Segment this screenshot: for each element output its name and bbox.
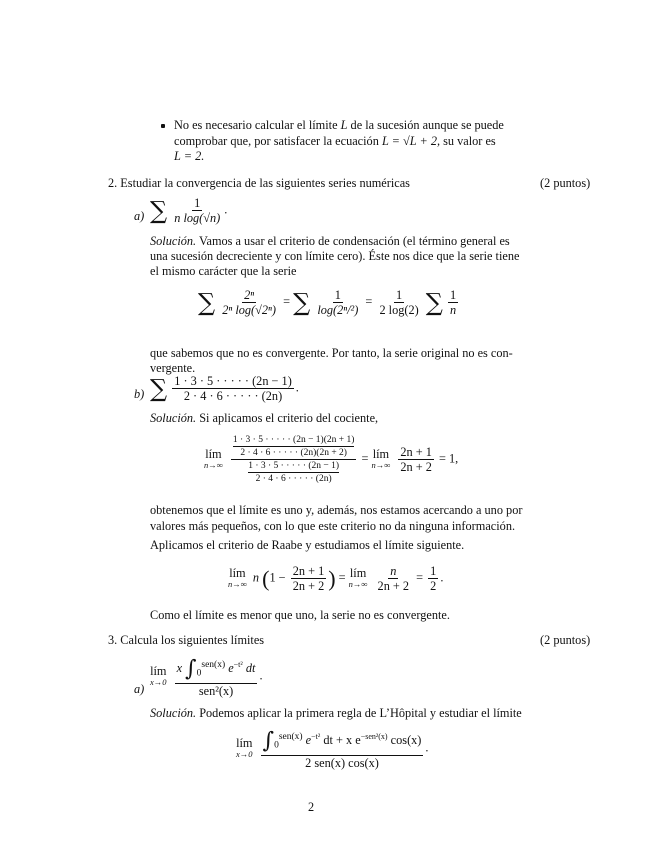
q3-heading: 3. Calcula los siguientes límites [108, 633, 265, 647]
q2a-solution-4: que sabemos que no es convergente. Por tanto, la serie original no es con- [150, 346, 513, 360]
q2a-label: a) [134, 209, 145, 223]
q2b-solution-1: Solución. Si aplicamos el criterio del cociente, [150, 411, 379, 425]
q2b-solution-4: Aplicamos el criterio de Raabe y estudiamos el límite siguiente. [150, 538, 465, 552]
q2a-fraction: $\frac{1}{\text{n log(√n)}}$ [174, 196, 221, 225]
q2a-condensation-formula: ∑ $\frac{\text{2ⁿ}}{\text{2ⁿ log(√2ⁿ)}}$ = ∑ $\frac{1}{\text{log(2ⁿ/²)}}$ = $\frac{1}{2 \log(2)}$ ∑ $\frac{1}{n}$ [198, 288, 457, 317]
q2a-series: ∑ $\frac{1}{\text{n log(√n)}}$ . [150, 196, 228, 225]
q2b-solution-5: Como el límite es menor que uno, la serie no es convergente. [150, 608, 450, 622]
q3a-limit: lím x→0 $\frac{x \int_0^{sen(x)} e^{-t^2} dt}{\text{sen²(x)}}$ . [150, 656, 263, 698]
q3a-label: a) [134, 682, 145, 696]
q2b-fraction: $\frac{1 \cdot 3 \cdot 5 \cdot \cdot \cdot \cdot \cdot (2n - 1)}{2 \cdot 4 \cdot 6 \cdot \cdot \cdot \cdot \cdot (2n)}$ [174, 374, 292, 403]
q2b-solution-3: valores más pequeños, con lo que este criterio no da ninguna información. [150, 519, 516, 533]
q3-points: (2 puntos) [540, 633, 591, 647]
q2a-solution-2: una sucesión decreciente y con límite cero). Éste nos dice que la serie tiene [150, 249, 520, 263]
q2b-label: b) [134, 387, 145, 401]
bullet-line-1: No es necesario calcular el límite L de la sucesión aunque se puede [174, 118, 504, 132]
q2-heading: 2. Estudiar la convergencia de las siguientes series numéricas [108, 176, 410, 190]
bullet-marker [161, 124, 165, 128]
q2b-solution-2: obtenemos que el límite es uno y, además, nos estamos acercando a uno por [150, 503, 523, 517]
q3a-solution-1: Solución. Podemos aplicar la primera regla de L’Hôpital y estudiar el límite [150, 706, 522, 720]
bullet-line-3: L = 2. [174, 149, 205, 163]
q2b-series: ∑ $\frac{1 \cdot 3 \cdot 5 \cdot \cdot \cdot \cdot \cdot (2n - 1)}{2 \cdot 4 \cdot 6 \cdot \cdot \cdot \cdot \cdot (2n)}$ . [150, 374, 299, 403]
q2b-raabe-formula: lím n→∞ n (1 − $\frac{2n + 1}{2n + 2}$ ) = lím n→∞ $\frac{n}{2n + 2}$ = $\frac{1}{2}$ . [228, 564, 444, 593]
sum-symbol: ∑ [150, 196, 168, 225]
q2b-ratio-formula: lím n→∞ 1 · 3 · 5 · · · · · (2n − 1)(2n + 1) 2 · 4 · 6 · · · · · (2n)(2n + 2) 1 · 3 · 5 · · · · · (2n − 1) 2 · 4 · 6 · · · · · (2n) = lím n→∞ $\frac{2n + 1}{2n + 2}$ = 1, [204, 435, 459, 484]
q2-points: (2 puntos) [540, 176, 591, 190]
q2a-solution-5: vergente. [150, 361, 196, 375]
q2a-solution-1: Solución. Vamos a usar el criterio de condensación (el término general es [150, 234, 510, 248]
page-number: 2 [308, 800, 315, 814]
bullet-line-2: comprobar que, por satisfacer la ecuación L = √L + 2, su valor es [174, 134, 496, 148]
q3a-lhopital-formula: lím x→0 $\frac{\int_0^{sen(x)} e^{-t^2} dt + x e^{-sen^2(x)} \cos(x)}{\text{2 sen(x) cos(x)}}$ . [236, 728, 429, 770]
q2a-solution-3: el mismo carácter que la serie [150, 264, 297, 278]
